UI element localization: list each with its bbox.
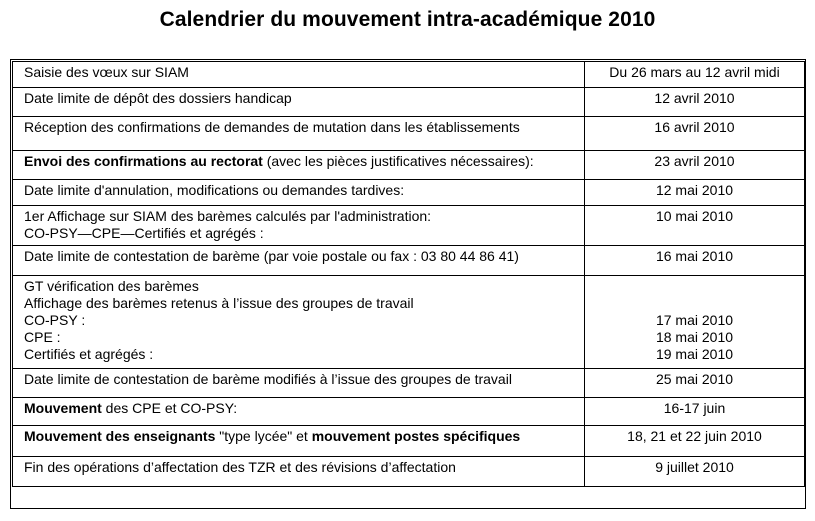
- date-text: 16 avril 2010: [654, 119, 735, 135]
- event-cell: [13, 206, 585, 246]
- calendar-table: [12, 61, 805, 487]
- date-cell: [585, 117, 805, 151]
- date-text: 18 mai 2010: [655, 329, 734, 345]
- table-row: [13, 276, 805, 369]
- date-cell: [585, 276, 805, 369]
- event-text: CPE :: [24, 329, 61, 345]
- event-text: des CPE et CO-PSY:: [101, 400, 238, 416]
- date-text: 12 mai 2010: [655, 182, 734, 198]
- event-text-bold: Mouvement des enseignants: [24, 428, 216, 444]
- event-cell: [13, 369, 585, 398]
- event-line: [24, 153, 576, 170]
- date-text: 16 mai 2010: [655, 248, 734, 264]
- event-line: [24, 459, 576, 476]
- table-row: [13, 457, 805, 487]
- date-cell: [585, 398, 805, 426]
- event-line: [24, 208, 576, 225]
- event-cell: [13, 117, 585, 151]
- event-text-bold: Mouvement: [24, 400, 102, 416]
- table-row: [13, 62, 805, 88]
- event-text: Certifiés et agrégés :: [24, 346, 154, 362]
- table-row: [13, 88, 805, 117]
- date-text: 10 mai 2010: [655, 208, 734, 224]
- date-text: 9 juillet 2010: [655, 459, 734, 475]
- event-line: [24, 346, 576, 363]
- date-cell: [585, 88, 805, 117]
- event-line: [24, 248, 576, 265]
- event-text: (avec les pièces justificatives nécessaires):: [262, 153, 534, 169]
- event-text: Fin des opérations d’affectation des TZR et des révisions d’affectation: [24, 459, 456, 475]
- table-row: [13, 151, 805, 180]
- table-row: [13, 246, 805, 276]
- event-cell: [13, 246, 585, 276]
- date-text: 16-17 juin: [663, 400, 726, 416]
- table-row: [13, 117, 805, 151]
- event-line: [24, 428, 576, 445]
- date-cell: [585, 151, 805, 180]
- event-line: [24, 329, 576, 346]
- event-cell: [13, 398, 585, 426]
- event-text: Date limite d'annulation, modifications ou demandes tardives:: [24, 182, 405, 198]
- event-line: [24, 225, 576, 242]
- event-text: Date limite de dépôt des dossiers handicap: [24, 90, 292, 106]
- date-cell: [585, 426, 805, 457]
- event-cell: [13, 426, 585, 457]
- event-cell: [13, 62, 585, 88]
- event-line: [24, 119, 576, 136]
- date-text: 12 avril 2010: [654, 90, 735, 106]
- event-cell: [13, 88, 585, 117]
- event-text: Date limite de contestation de barème (par voie postale ou fax : 03 80 44 86 41): [24, 248, 519, 264]
- event-line: [24, 371, 576, 388]
- event-line: [24, 182, 576, 199]
- event-line: [24, 90, 576, 107]
- table-row: [13, 206, 805, 246]
- event-text-bold: mouvement postes spécifiques: [311, 428, 521, 444]
- event-cell: [13, 276, 585, 369]
- event-text: Saisie des vœux sur SIAM: [24, 64, 189, 80]
- date-text: [589, 278, 800, 295]
- event-text: Réception des confirmations de demandes de mutation dans les établissements: [24, 119, 520, 135]
- event-text: Affichage des barèmes retenus à l’issue des groupes de travail: [24, 295, 414, 311]
- date-cell: [585, 180, 805, 206]
- date-cell: [585, 246, 805, 276]
- date-text: [589, 295, 800, 312]
- date-text: 17 mai 2010: [655, 312, 734, 328]
- date-cell: [585, 206, 805, 246]
- event-text: Date limite de contestation de barème modifiés à l’issue des groupes de travail: [24, 371, 512, 387]
- event-text-bold: Envoi des confirmations au rectorat: [24, 153, 263, 169]
- calendar-table-body: [13, 62, 805, 487]
- date-cell: [585, 369, 805, 398]
- date-text: Du 26 mars au 12 avril midi: [609, 64, 780, 80]
- date-text: 23 avril 2010: [654, 153, 735, 169]
- event-text: CO-PSY :: [24, 312, 86, 328]
- event-line: [24, 400, 576, 417]
- event-line: [24, 278, 576, 295]
- event-cell: [13, 151, 585, 180]
- event-text: "type lycée" et: [215, 428, 312, 444]
- table-row: [13, 180, 805, 206]
- date-text: 19 mai 2010: [655, 346, 734, 362]
- event-cell: [13, 457, 585, 487]
- table-row: [13, 426, 805, 457]
- table-row: [13, 369, 805, 398]
- event-text: 1er Affichage sur SIAM des barèmes calculés par l'administration:: [24, 208, 432, 224]
- date-cell: [585, 62, 805, 88]
- event-text: GT vérification des barèmes: [24, 278, 199, 294]
- event-line: [24, 64, 576, 81]
- event-line: [24, 295, 576, 312]
- date-text: 25 mai 2010: [655, 371, 734, 387]
- event-text: CO-PSY—CPE—Certifiés et agrégés :: [24, 225, 264, 241]
- event-cell: [13, 180, 585, 206]
- event-line: [24, 312, 576, 329]
- date-cell: [585, 457, 805, 487]
- table-row: [13, 398, 805, 426]
- document-title: Calendrier du mouvement intra-académique 2010: [159, 8, 656, 31]
- date-text: 18, 21 et 22 juin 2010: [627, 428, 762, 444]
